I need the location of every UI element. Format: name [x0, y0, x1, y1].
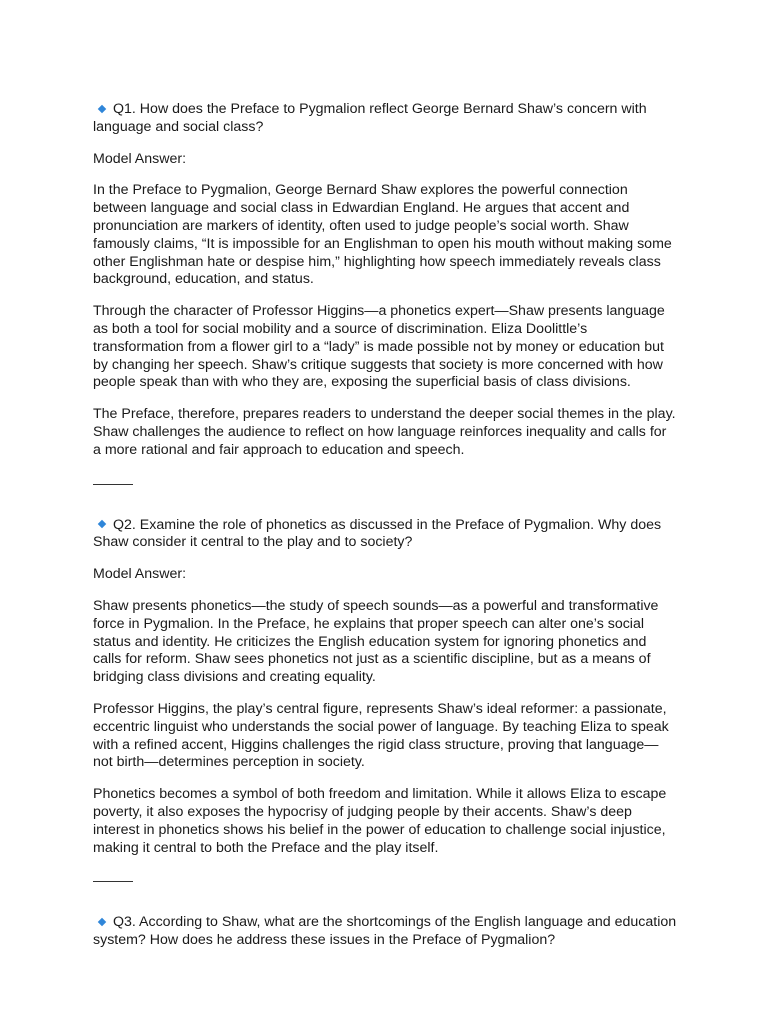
answer-paragraph: In the Preface to Pygmalion, George Bernard Shaw explores the powerful connection between language and social class in Edwardian England. He argues that accent and pronunciation are markers of identity, often used to judge people’s social worth. Shaw famously claims, “It is impossible for an Englishman to open his mouth without making some other Englishman hate or despise him,” highlighting how speech immediately reveals class background, education, and status. — [93, 182, 672, 288]
section-divider — [93, 484, 133, 485]
question-q3 — [93, 914, 678, 950]
small-blue-diamond-icon — [98, 105, 106, 113]
question-text: Q2. Examine the role of phonetics as discussed in the Preface of Pygmalion. Why does Shaw consider it central to the play and to society? — [93, 516, 662, 551]
answer-paragraph: The Preface, therefore, prepares readers to understand the deeper social themes in the play. Shaw challenges the audience to reflect on how language reinforces inequality and calls for a more rational and fair approach to education and speech. — [93, 406, 676, 458]
question-q1 — [93, 101, 678, 137]
section-q3 — [93, 914, 678, 950]
small-blue-diamond-icon — [98, 918, 106, 926]
question-text: Q1. How does the Preface to Pygmalion reflect George Bernard Shaw’s concern with language and social class? — [93, 101, 647, 135]
section-divider — [93, 881, 133, 882]
small-blue-diamond-icon — [98, 520, 106, 528]
answer-paragraph: Shaw presents phonetics—the study of speech sounds—as a powerful and transformative force in Pygmalion. In the Preface, he explains that proper speech can alter one’s social status and identity. He criticizes the English education system for ignoring phonetics and calls for reform. Shaw sees phonetics not just as a scientific discipline, but as a means of bridging class divisions and creating equality. — [93, 597, 659, 686]
question-q2 — [93, 517, 678, 553]
section-q1 — [93, 101, 678, 460]
answer-paragraph: Phonetics becomes a symbol of both freedom and limitation. While it allows Eliza to escape poverty, it also exposes the hypocrisy of judging people by their accents. Shaw’s deep interest in phonetics shows his belief in the power of education to challenge social injustice, making it central to both the Preface and the play itself. — [93, 786, 667, 856]
question-text: Q3. According to Shaw, what are the shortcomings of the English language and education system? How does he address these issues in the Preface of Pygmalion? — [93, 914, 677, 949]
answer-paragraph: Through the character of Professor Higgins—a phonetics expert—Shaw presents language as both a tool for social mobility and a source of discrimination. Eliza Doolittle’s transformation from a flower girl to a “lady” is made possible not by money or education but by changing her speech. Shaw’s critique suggests that society is more concerned with how people speak than with who they are, exposing the superficial basis of class divisions. — [93, 303, 665, 391]
document-page — [93, 101, 678, 964]
answer-paragraph: Professor Higgins, the play’s central figure, represents Shaw’s ideal reformer: a passionate, eccentric linguist who understands the social power of language. By teaching Eliza to speak with a refined accent, Higgins challenges the rigid class structure, proving that language—not birth—determines perception in society. — [93, 700, 669, 771]
model-answer-label: Model Answer: — [93, 566, 187, 583]
section-q2 — [93, 517, 678, 858]
model-answer-label: Model Answer: — [93, 150, 187, 167]
